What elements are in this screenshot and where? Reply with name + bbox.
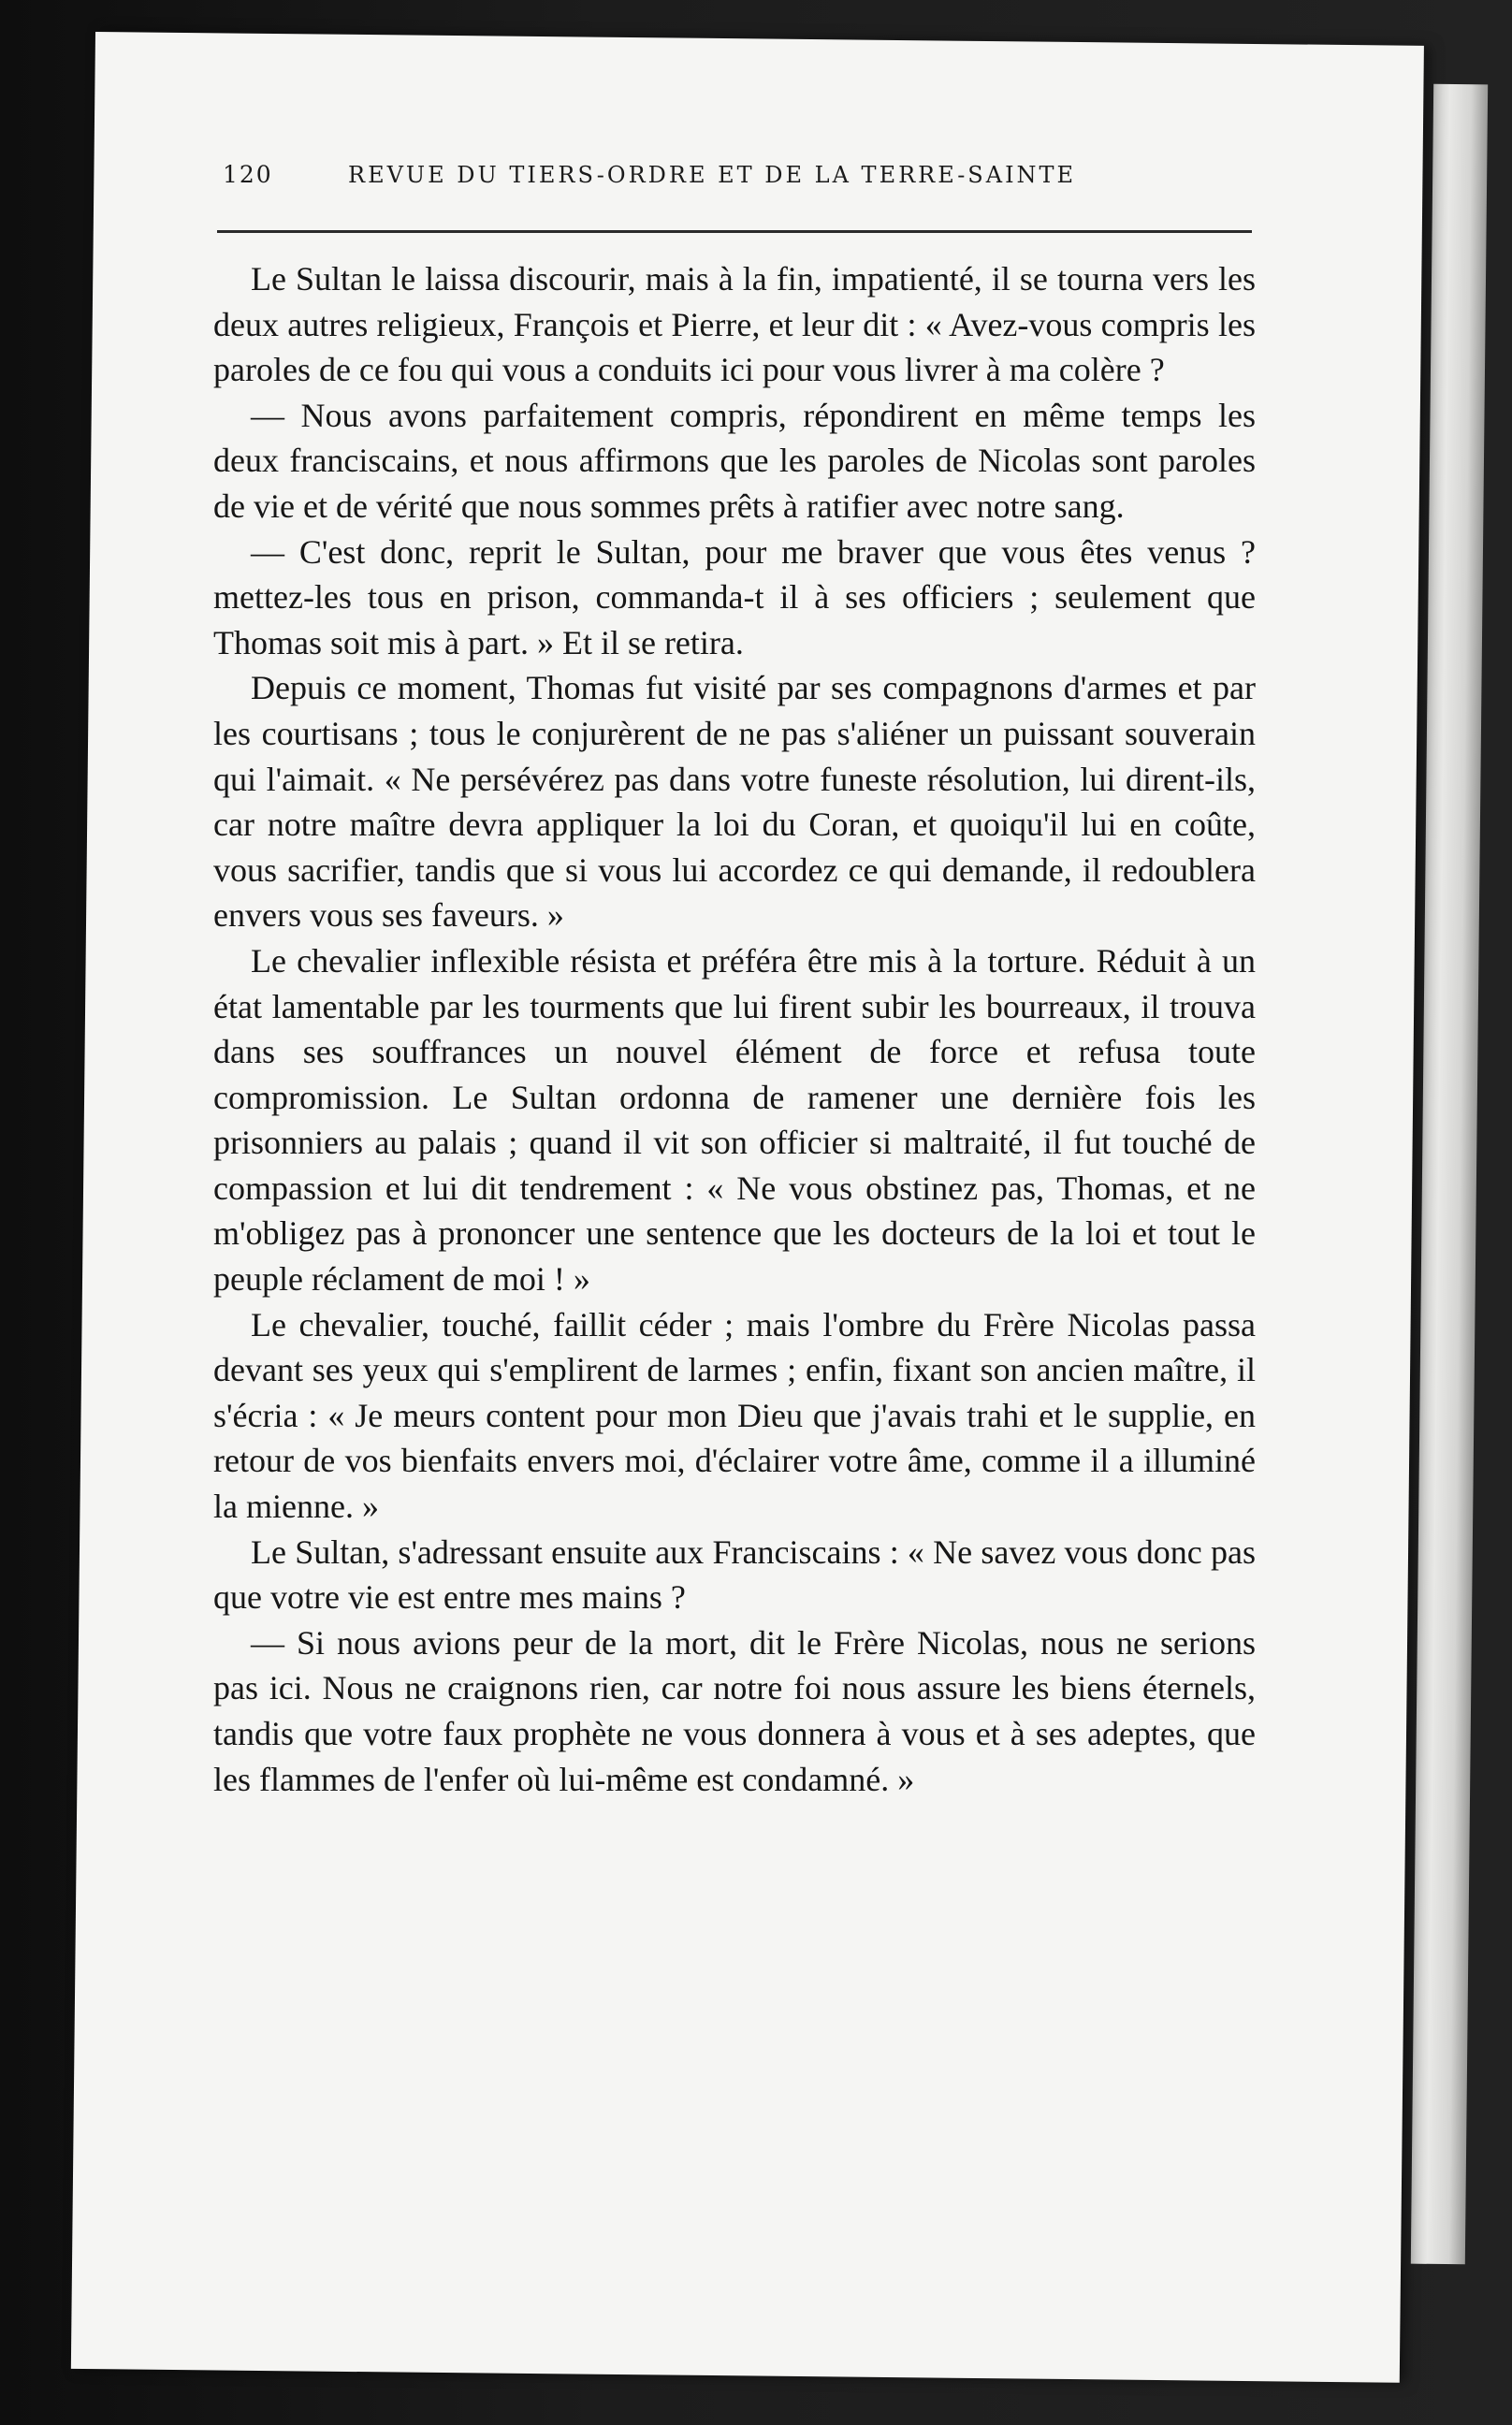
- paragraph: Le Sultan, s'adressant ensuite aux Franciscains : « Ne savez vous donc pas que votre vie est entre mes mains ?: [213, 1532, 1256, 1617]
- paragraph: — Nous avons parfaitement compris, répondirent en même temps les deux franciscains, et nous affirmons que les paroles de Nicolas sont paroles de vie et de vérité que nous sommes prêts à ratifier avec notre sang.: [213, 396, 1256, 525]
- paragraph: Le chevalier inflexible résista et préféra être mis à la torture. Réduit à un état lamentable par les tourments que lui firent subir les bourreaux, il trouva dans ses souffrances un nouvel élément de force et refusa toute compromission. Le Sultan ordonna de ramener une dernière fois les prisonniers au palais ; quand il vit son officier si maltraité, il fut touché de compassion et lui dit tendrement : « Ne vous obstinez pas, Thomas, et ne m'obligez pas à prononcer une sentence que les docteurs de la loi et tout le peuple réclament de moi ! »: [213, 941, 1256, 1299]
- page-number: 120: [223, 161, 273, 188]
- paragraph: Le Sultan le laissa discourir, mais à la fin, impatienté, il se tourna vers les deux autres religieux, François et Pierre, et leur dit : « Avez-vous compris les paroles de ce fou qui vous a conduits ici pour vous livrer à ma colère ?: [213, 260, 1256, 389]
- paragraph: — C'est donc, reprit le Sultan, pour me braver que vous êtes venus ? mettez-les tous en prison, commanda-t il à ses officiers ; seulement que Thomas soit mis à part. » Et il se retira.: [213, 532, 1256, 661]
- paragraph: Le chevalier, touché, faillit céder ; mais l'ombre du Frère Nicolas passa devant ses yeux qui s'emplirent de larmes ; enfin, fixant son ancien maître, il s'écria : « Je meurs content pour mon Dieu que j'avais trahi et le supplie, en retour de vos bienfaits envers moi, d'éclairer votre âme, comme il a illuminé la mienne. »: [213, 1305, 1256, 1526]
- body-text: [213, 256, 1256, 1802]
- page-header: [223, 161, 1214, 217]
- paragraph: Depuis ce moment, Thomas fut visité par ses compagnons d'armes et par les courtisans ; tous le conjurèrent de ne pas s'aliéner un puissant souverain qui l'aimait. « Ne persévérez pas dans votre funeste résolution, lui dirent-ils, car notre maître devra appliquer la loi du Coran, et quoiqu'il lui en coûte, vous sacrifier, tandis que si vous lui accordez ce qui demande, il redoublera envers vous ses faveurs. »: [213, 669, 1256, 935]
- paragraph: — Si nous avions peur de la mort, dit le Frère Nicolas, nous ne serions pas ici. Nous ne craignons rien, car notre foi nous assure les biens éternels, tandis que votre faux prophète ne vous donnera à vous et à ses adeptes, que les flammes de l'enfer où lui-même est condamné. »: [213, 1623, 1256, 1798]
- header-rule: [217, 230, 1252, 233]
- running-title: REVUE DU TIERS-ORDRE ET DE LA TERRE-SAINTE: [348, 162, 1077, 188]
